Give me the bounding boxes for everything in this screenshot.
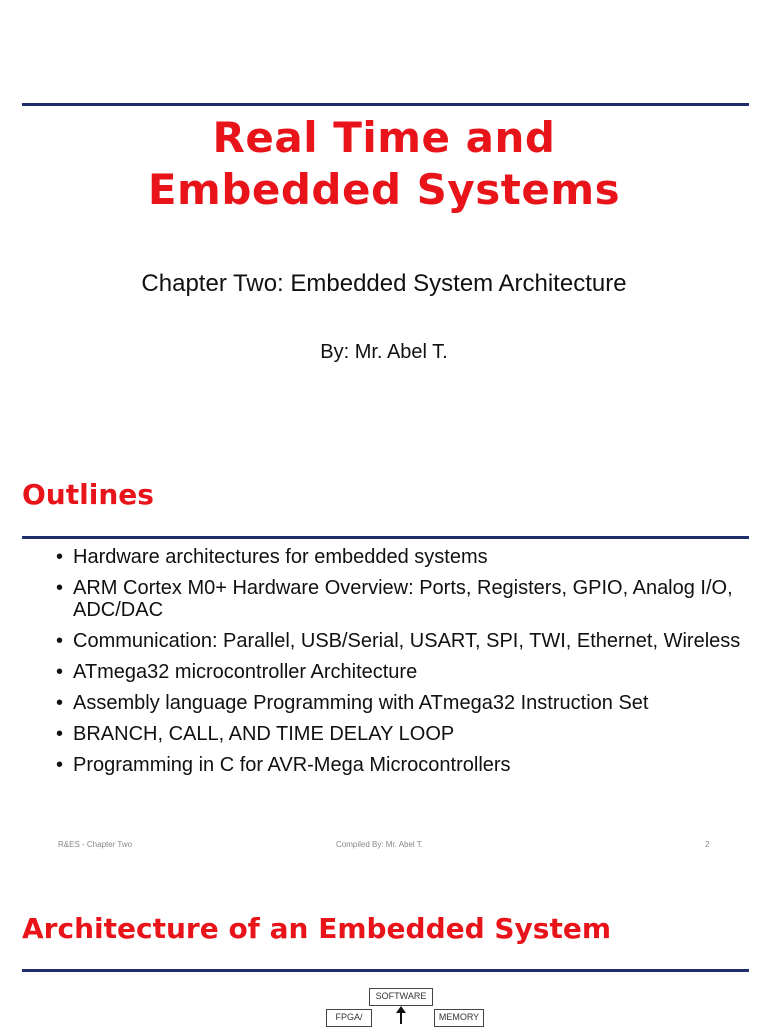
footer-left: R&ES - Chapter Two: [58, 840, 133, 849]
fpga-box: FPGA/: [326, 1009, 372, 1027]
outline-item: • Programming in C for AVR-Mega Microcontrollers: [56, 754, 756, 776]
slide-title-line1: Real Time and: [212, 113, 556, 162]
outline-list: [56, 546, 756, 785]
architecture-rule: [22, 969, 749, 972]
outline-item: • Hardware architectures for embedded systems: [56, 546, 756, 568]
outline-item: • ARM Cortex M0+ Hardware Overview: Ports, Registers, GPIO, Analog I/O, ADC/DAC: [56, 577, 756, 621]
slide-title-line2: Embedded Systems: [147, 165, 621, 214]
outlines-heading: Outlines: [22, 478, 154, 511]
outline-item: • BRANCH, CALL, AND TIME DELAY LOOP: [56, 723, 756, 745]
outline-item: • ATmega32 microcontroller Architecture: [56, 661, 756, 683]
memory-box: MEMORY: [434, 1009, 484, 1027]
outlines-rule: [22, 536, 749, 539]
top-rule: [22, 103, 749, 106]
architecture-heading: Architecture of an Embedded System: [22, 912, 612, 945]
footer-page-number: 2: [705, 840, 710, 849]
outline-item: • Communication: Parallel, USB/Serial, USART, SPI, TWI, Ethernet, Wireless: [56, 630, 756, 652]
outline-item: • Assembly language Programming with ATmega32 Instruction Set: [56, 692, 756, 714]
up-arrow-icon: [395, 1006, 407, 1024]
chapter-subtitle: Chapter Two: Embedded System Architecture: [141, 270, 627, 297]
footer-center: Compiled By: Mr. Abel T.: [336, 840, 423, 849]
author-byline: By: Mr. Abel T.: [320, 341, 448, 363]
software-box: SOFTWARE: [369, 988, 433, 1006]
